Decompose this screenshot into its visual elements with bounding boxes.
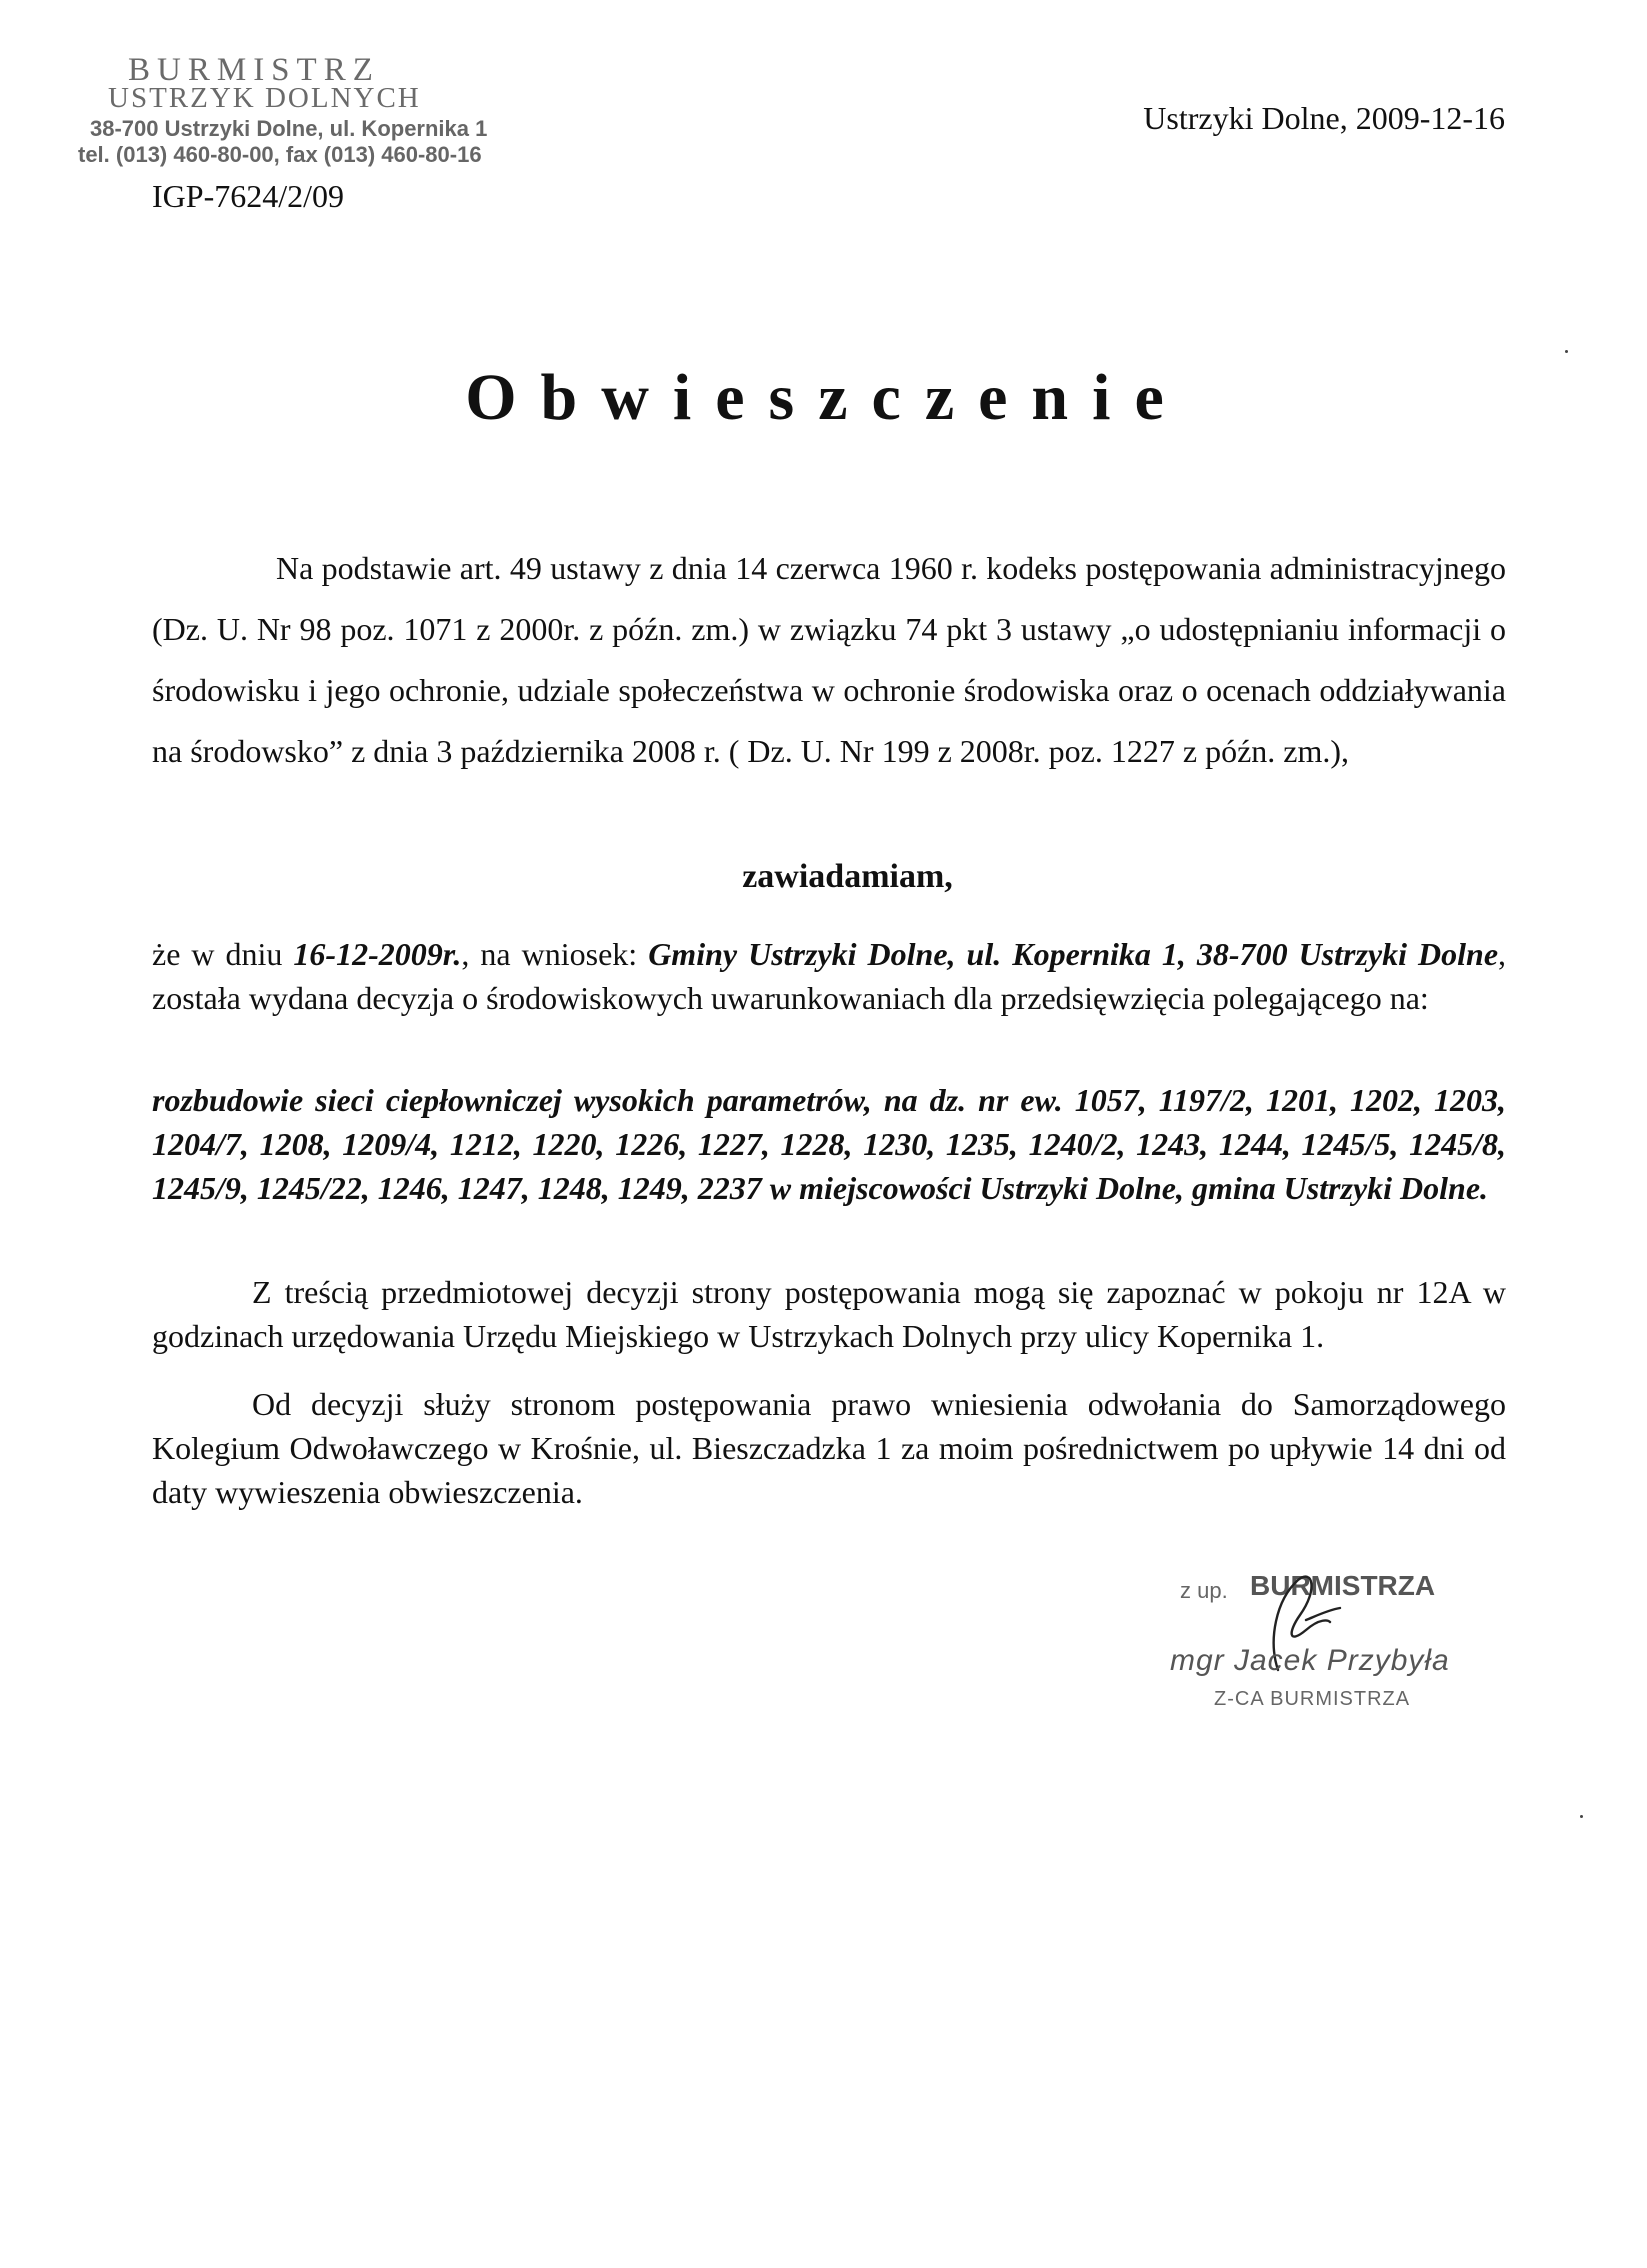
appeal-info-paragraph: Od decyzji służy stronom postępowania prawo wniesienia odwołania do Samorządowego Kolegium Odwoławczego w Krośnie, ul. Bieszczadzka 1 za moim pośrednictwem po upływie 14 dni od daty wywieszenia obwieszczenia.	[152, 1386, 1506, 1510]
announcement-heading: zawiadamiam,	[742, 858, 953, 895]
scan-speck	[1565, 350, 1568, 353]
decision-text-part3: , została wydana decyzja o środowiskowych uwarunkowaniach dla przedsięwzięcia polegającego na:	[152, 936, 1507, 1016]
decision-date: 16-12-2009r.	[293, 936, 462, 972]
access-info-paragraph: Z treścią przedmiotowej decyzji strony postępowania mogą się zapoznać w pokoju nr 12A w godzinach urzędowania Urzędu Miejskiego w Ustrzykach Dolnych przy ulicy Kopernika 1.	[152, 1274, 1506, 1354]
letterhead-office: BURMISTRZ	[128, 52, 380, 88]
decision-text-part1: że w dniu	[152, 936, 294, 972]
signatory-role: Z-CA BURMISTRZA	[1214, 1688, 1411, 1710]
letterhead-address: 38-700 Ustrzyki Dolne, ul. Kopernika 1	[90, 116, 488, 141]
decision-paragraph	[152, 932, 1506, 1020]
signature-prefix: z up.	[1180, 1578, 1228, 1603]
signature-office: BURMISTRZA	[1250, 1570, 1436, 1601]
decision-text-part2: , na wniosek:	[461, 936, 649, 972]
project-description: rozbudowie sieci ciepłowniczej wysokich parametrów, na dz. nr ew. 1057, 1197/2, 1201, 1202, 1203, 1204/7, 1208, 1209/4, 1212, 1220, 1226, 1227, 1228, 1230, 1235, 1240/2, 1243, 1244, 1245/5, 1245/8, 1245/9, 1245/22, 1246, 1247, 1248, 1249, 2237 w miejscowości Ustrzyki Dolne, gmina Ustrzyki Dolne.	[152, 1082, 1506, 1206]
scan-speck	[1580, 1815, 1583, 1818]
letterhead-phone: tel. (013) 460-80-00, fax (013) 460-80-16	[78, 142, 482, 167]
applicant-name: Gminy Ustrzyki Dolne, ul. Kopernika 1, 38-700 Ustrzyki Dolne	[648, 936, 1499, 972]
document-title: Obwieszczenie	[465, 361, 1188, 434]
place-and-date: Ustrzyki Dolne, 2009-12-16	[1143, 100, 1505, 136]
letterhead-town: USTRZYK DOLNYCH	[108, 82, 421, 114]
signature-block	[1170, 1560, 1500, 1720]
legal-basis-paragraph: Na podstawie art. 49 ustawy z dnia 14 czerwca 1960 r. kodeks postępowania administracyjnego (Dz. U. Nr 98 poz. 1071 z 2000r. z późn. zm.) w związku 74 pkt 3 ustawy „o udostępnianiu informacji o środowisku i jego ochronie, udziale społeczeństwa w ochronie środowiska oraz o ocenach oddziaływania na środowsko” z dnia 3 października 2008 r. ( Dz. U. Nr 199 z 2008r. poz. 1227 z późn. zm.),	[152, 550, 1506, 769]
signatory-name: mgr Jacek Przybyła	[1170, 1644, 1450, 1677]
reference-number: IGP-7624/2/09	[152, 178, 344, 214]
